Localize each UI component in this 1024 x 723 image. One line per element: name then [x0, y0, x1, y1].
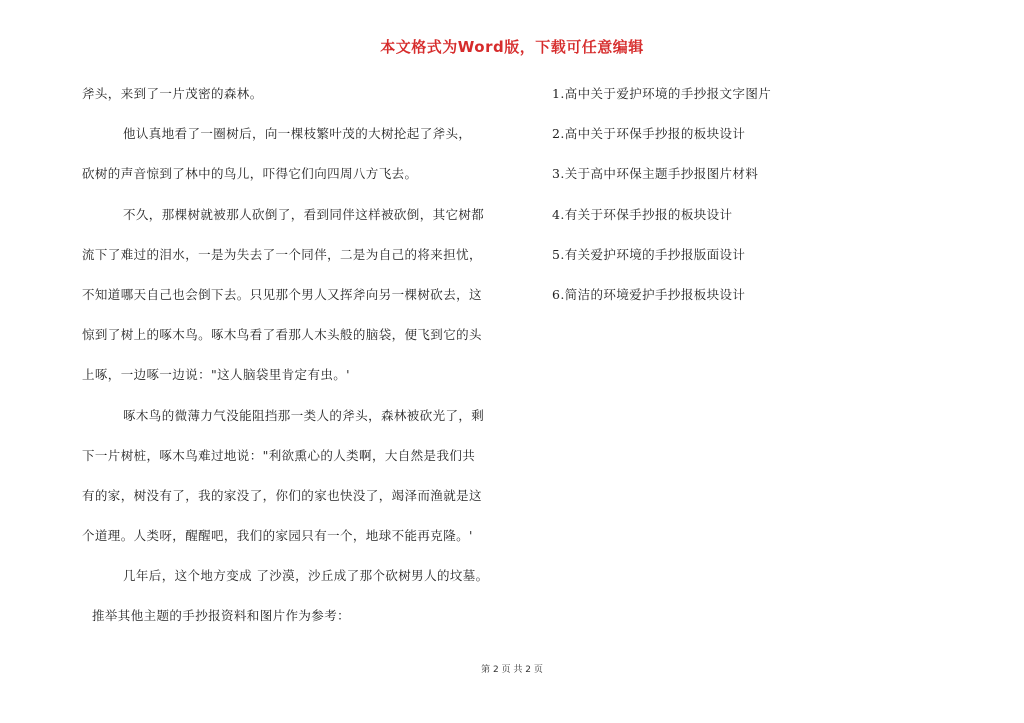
related-link-1[interactable]: 1.高中关于爱护环境的手抄报文字图片: [552, 86, 772, 101]
related-link-2[interactable]: 2.高中关于环保手抄报的板块设计: [552, 126, 746, 142]
related-link-5[interactable]: 5.有关爱护环境的手抄报版面设计: [552, 246, 746, 262]
body-line: 不知道哪天自己也会倒下去。只见那个男人又挥斧向另一棵树砍去，这: [82, 286, 482, 302]
body-line: 下一片树桩，啄木鸟难过地说："利欲熏心的人类啊，大自然是我们共: [82, 447, 476, 463]
body-line: 他认真地看了一圈树后，向一棵枝繁叶茂的大树抡起了斧头，: [123, 126, 472, 142]
body-line: 有的家，树没有了，我的家没了，你们的家也快没了，竭泽而渔就是这: [82, 487, 482, 503]
body-line: 几年后，这个地方变成 了沙漠，沙丘成了那个砍树男人的坟墓。: [123, 568, 489, 584]
body-line: 惊到了树上的啄木鸟。啄木鸟看了看那人木头般的脑袋，便飞到它的头: [82, 327, 482, 343]
recommend-heading: 推举其他主题的手抄报资料和图片作为参考：: [92, 608, 351, 624]
word-format-banner: 本文格式为Word版，下载可任意编辑: [380, 38, 644, 56]
related-link-3[interactable]: 3.关于高中环保主题手抄报图片材料: [552, 166, 759, 182]
body-line: 砍树的声音惊到了林中的鸟儿，吓得它们向四周八方飞去。: [82, 166, 418, 182]
related-link-6[interactable]: 6.简洁的环境爱护手抄报板块设计: [552, 286, 746, 302]
body-line: 斧头，来到了一片茂密的森林。: [82, 86, 263, 101]
body-line: 流下了难过的泪水，一是为失去了一个同伴，二是为自己的将来担忧，: [82, 246, 482, 262]
body-line: 啄木鸟的微薄力气没能阻挡那一类人的斧头，森林被砍光了，剩: [123, 407, 485, 423]
related-list: [552, 84, 982, 325]
body-line: 个道理。人类呀，醒醒吧，我们的家园只有一个，地球不能再克隆。': [82, 528, 473, 544]
article-body: [82, 84, 522, 647]
page-number: 第 2 页 共 2 页: [481, 665, 543, 675]
body-line: 不久，那棵树就被那人砍倒了，看到同伴这样被砍倒，其它树都: [123, 206, 485, 222]
related-link-4[interactable]: 4.有关于环保手抄报的板块设计: [552, 206, 733, 222]
body-line: 上啄，一边啄一边说："这人脑袋里肯定有虫。': [82, 367, 350, 383]
